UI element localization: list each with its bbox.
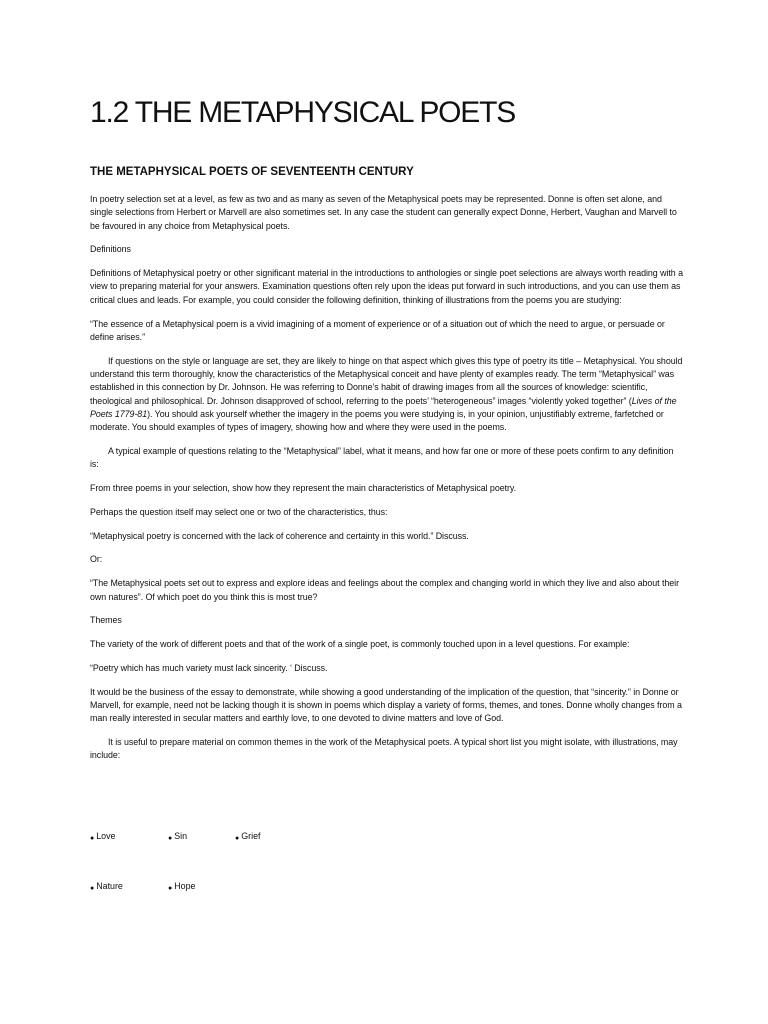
bullet-icon: ●: [90, 885, 95, 892]
themes-paragraph: The variety of the work of different poets and that of the work of a single poet, is commonly touched upon in a level questions. For example:: [90, 639, 630, 650]
bullet-icon: ●: [90, 835, 95, 842]
list-item: ● Grief: [235, 831, 261, 842]
style-text-after: ). You should ask yourself whether the imagery in the poems you were studying is, in your opinion, unjustifiably extreme, farfetched or moderate. You should examples of types of imagery, showing how and where they were used in the poems.: [90, 408, 664, 433]
style-text-before: If questions on the style or language are set, they are likely to hinge on that aspect which gives this type of poetry its title – Metaphysical. You should understand this term thoroughly, know the characteristics of the Metaphysical conceit and have plenty of examples ready. The term “Metaphysical” was established in this connection by Dr. Johnson. He was referring to Donne’s habit of drawing images from all the sources of knowledge: scientific, theological and philosophical. Dr. Johnson disapproved of school, referring to the poets’ “heterogeneous” images “violently yoked together” (: [90, 355, 683, 406]
typical-example-paragraph: A typical example of questions relating to the “Metaphysical” label, what it means, and how far one or more of these poets confirm to any definition is:: [90, 445, 674, 470]
list-item: ● Hope: [168, 881, 196, 892]
variety-quote: “Poetry which has much variety must lack sincerity. ‘ Discuss.: [90, 662, 328, 673]
intro-paragraph: In poetry selection set at a level, as few as two and as many as seven of the Metaphysical poets may be represented. Donne is often set alone, and single selections from Herbert or Marvell are also sometimes set. In any case the student can generally expect Donne, Herbert, Vaughan and Marvell to be favoured in any choice from Metaphysical poets.: [90, 194, 677, 231]
useful-paragraph: It is useful to prepare material on common themes in the work of the Metaphysical poets. A typical short list you might isolate, with illustrations, may include:: [90, 737, 678, 761]
themes-heading: Themes: [90, 615, 122, 626]
list-item: ● Love: [90, 831, 116, 842]
section-subtitle: THE METAPHYSICAL POETS OF SEVENTEENTH CENTURY: [90, 166, 414, 178]
citation: Lives of the Poets 1779-81: [90, 395, 677, 419]
document-body: [90, 193, 684, 773]
bullet-icon: ●: [168, 835, 173, 842]
definition-quote: “The essence of a Metaphysical poem is a vivid imagining of a moment of experience or of a situation out of which the need to argue, or persuade or define arises.”: [90, 318, 665, 342]
business-paragraph: It would be the business of the essay to demonstrate, while showing a good understanding of the implication of the question, that “sincerity.” in Donne or Marvell, for example, need not be lacking though it is shown in poems which display a variety of forms, themes, and tones. Donne wholly changes from a man really interested in secular matters and earthly love, to one devoted to divine matters and love of God.: [90, 686, 682, 724]
or-label: Or:: [90, 554, 103, 565]
bullet-icon: ●: [235, 835, 240, 842]
list-item: ● Sin: [168, 831, 188, 842]
express-quote: “The Metaphysical poets set out to express and explore ideas and feelings about the complex and changing world in which they live and also about their own natures”. Of which poet do you think this is most true?: [90, 578, 679, 602]
perhaps-paragraph: Perhaps the question itself may select one or two of the characteristics, thus:: [90, 506, 388, 517]
page-title: 1.2 THE METAPHYSICAL POETS: [90, 96, 516, 129]
coherence-quote: “Metaphysical poetry is concerned with the lack of coherence and certainty in this world.” Discuss.: [90, 530, 469, 541]
list-item: ● Nature: [90, 881, 123, 892]
three-poems-question: From three poems in your selection, show how they represent the main characteristics of Metaphysical poetry.: [90, 483, 517, 494]
definitions-paragraph: Definitions of Metaphysical poetry or other significant material in the introductions to anthologies or single poet selections are always worth reading with a view to preparing material for your answers. Examination questions often rely upon the ideas put forward in such introductions, and you can use them as critical clues and leads. For example, you could consider the following definition, thinking of illustrations from the poems you are studying:: [90, 268, 683, 305]
style-paragraph: [90, 355, 684, 435]
bullet-icon: ●: [168, 885, 173, 892]
definitions-heading: Definitions: [90, 244, 131, 255]
